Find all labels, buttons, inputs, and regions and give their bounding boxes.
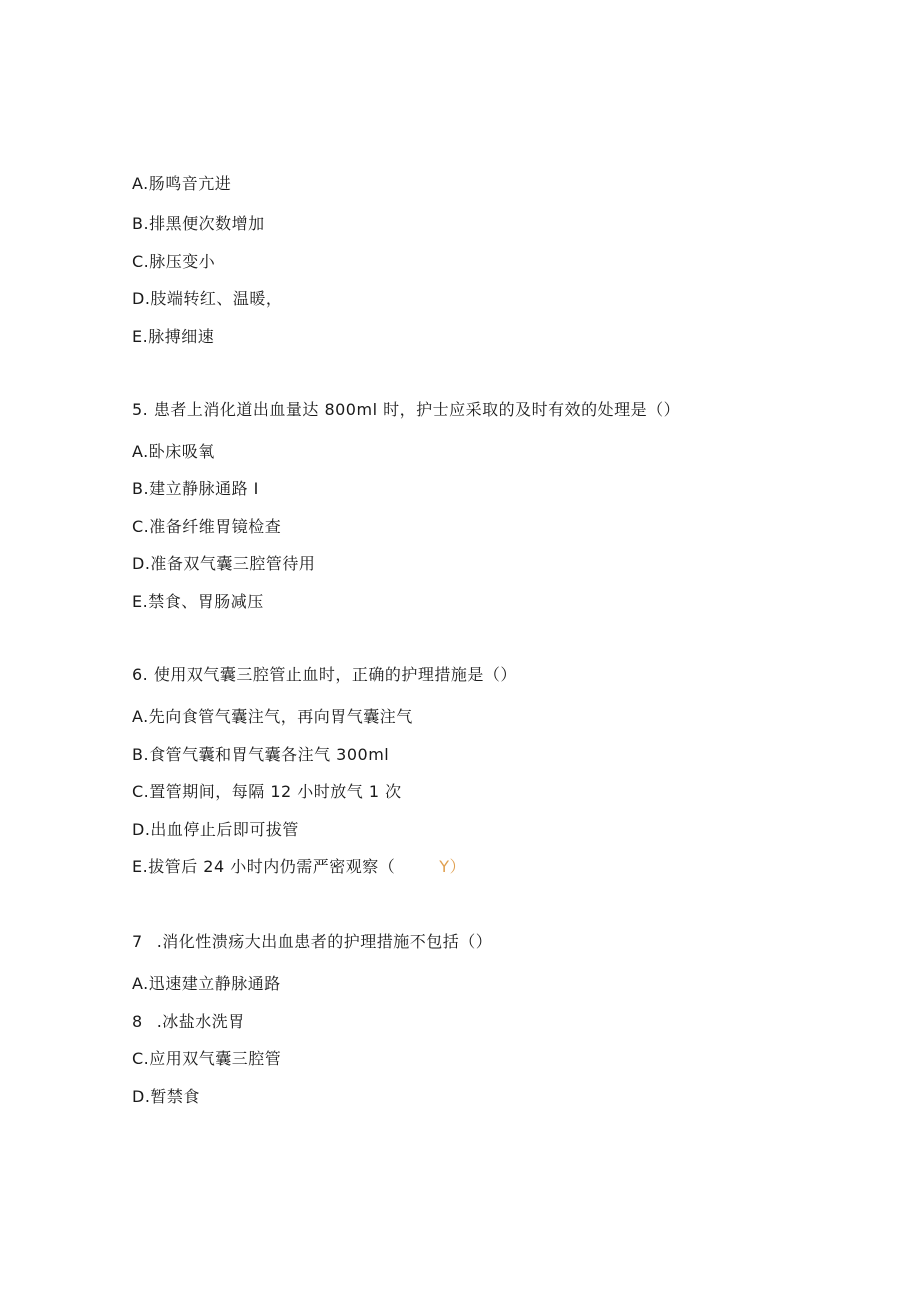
q5-option-b: B.建立静脉通路 I bbox=[132, 479, 259, 498]
q7-option-c: C.应用双气囊三腔管 bbox=[132, 1049, 282, 1068]
q7-option-a: A.迅速建立静脉通路 bbox=[132, 974, 281, 993]
q5-option-c: C.准备纤维胃镜检查 bbox=[132, 517, 282, 536]
q6-option-b: B.食管气囊和胃气囊各注气 300ml bbox=[132, 745, 390, 764]
q4-option-d: D.肢端转红、温暖， bbox=[132, 289, 283, 308]
q4-option-e: E.脉搏细速 bbox=[132, 327, 215, 346]
q5-option-a: A.卧床吸氧 bbox=[132, 442, 215, 461]
q6-option-e bbox=[132, 857, 466, 877]
q5-option-d: D.准备双气囊三腔管待用 bbox=[132, 554, 316, 573]
q6-option-c: C.置管期间，每隔 12 小时放气 1 次 bbox=[132, 782, 402, 801]
q4-option-c: C.脉压变小 bbox=[132, 252, 216, 271]
q7-option-b-number: 8 bbox=[132, 1012, 143, 1031]
q6-option-a: A.先向食管气囊注气，再向胃气囊注气 bbox=[132, 707, 413, 726]
q7-option-b-text: .冰盐水洗胃 bbox=[156, 1012, 245, 1031]
q6-option-e-text: E.拔管后 24 小时内仍需严密观察（ bbox=[132, 857, 396, 876]
q5-option-e: E.禁食、胃肠减压 bbox=[132, 592, 264, 611]
q7-number: 7 bbox=[132, 932, 143, 951]
q6-option-d: D.出血停止后即可拔管 bbox=[132, 820, 299, 839]
q7-option-d: D.暂禁食 bbox=[132, 1087, 200, 1106]
q5-question: 5. 患者上消化道出血量达 800ml 时，护士应采取的及时有效的处理是（） bbox=[132, 400, 681, 419]
q6-question: 6. 使用双气囊三腔管止血时，正确的护理措施是（） bbox=[132, 665, 517, 684]
q6-option-e-answer: Y） bbox=[439, 857, 467, 876]
q7-question-text: .消化性溃疡大出血患者的护理措施不包括（） bbox=[156, 932, 493, 951]
q4-option-b: B.排黑便次数增加 bbox=[132, 214, 265, 233]
q4-option-a: A.肠鸣音亢进 bbox=[132, 174, 232, 193]
q7-option-b bbox=[132, 1012, 245, 1032]
q7-question bbox=[132, 932, 492, 952]
